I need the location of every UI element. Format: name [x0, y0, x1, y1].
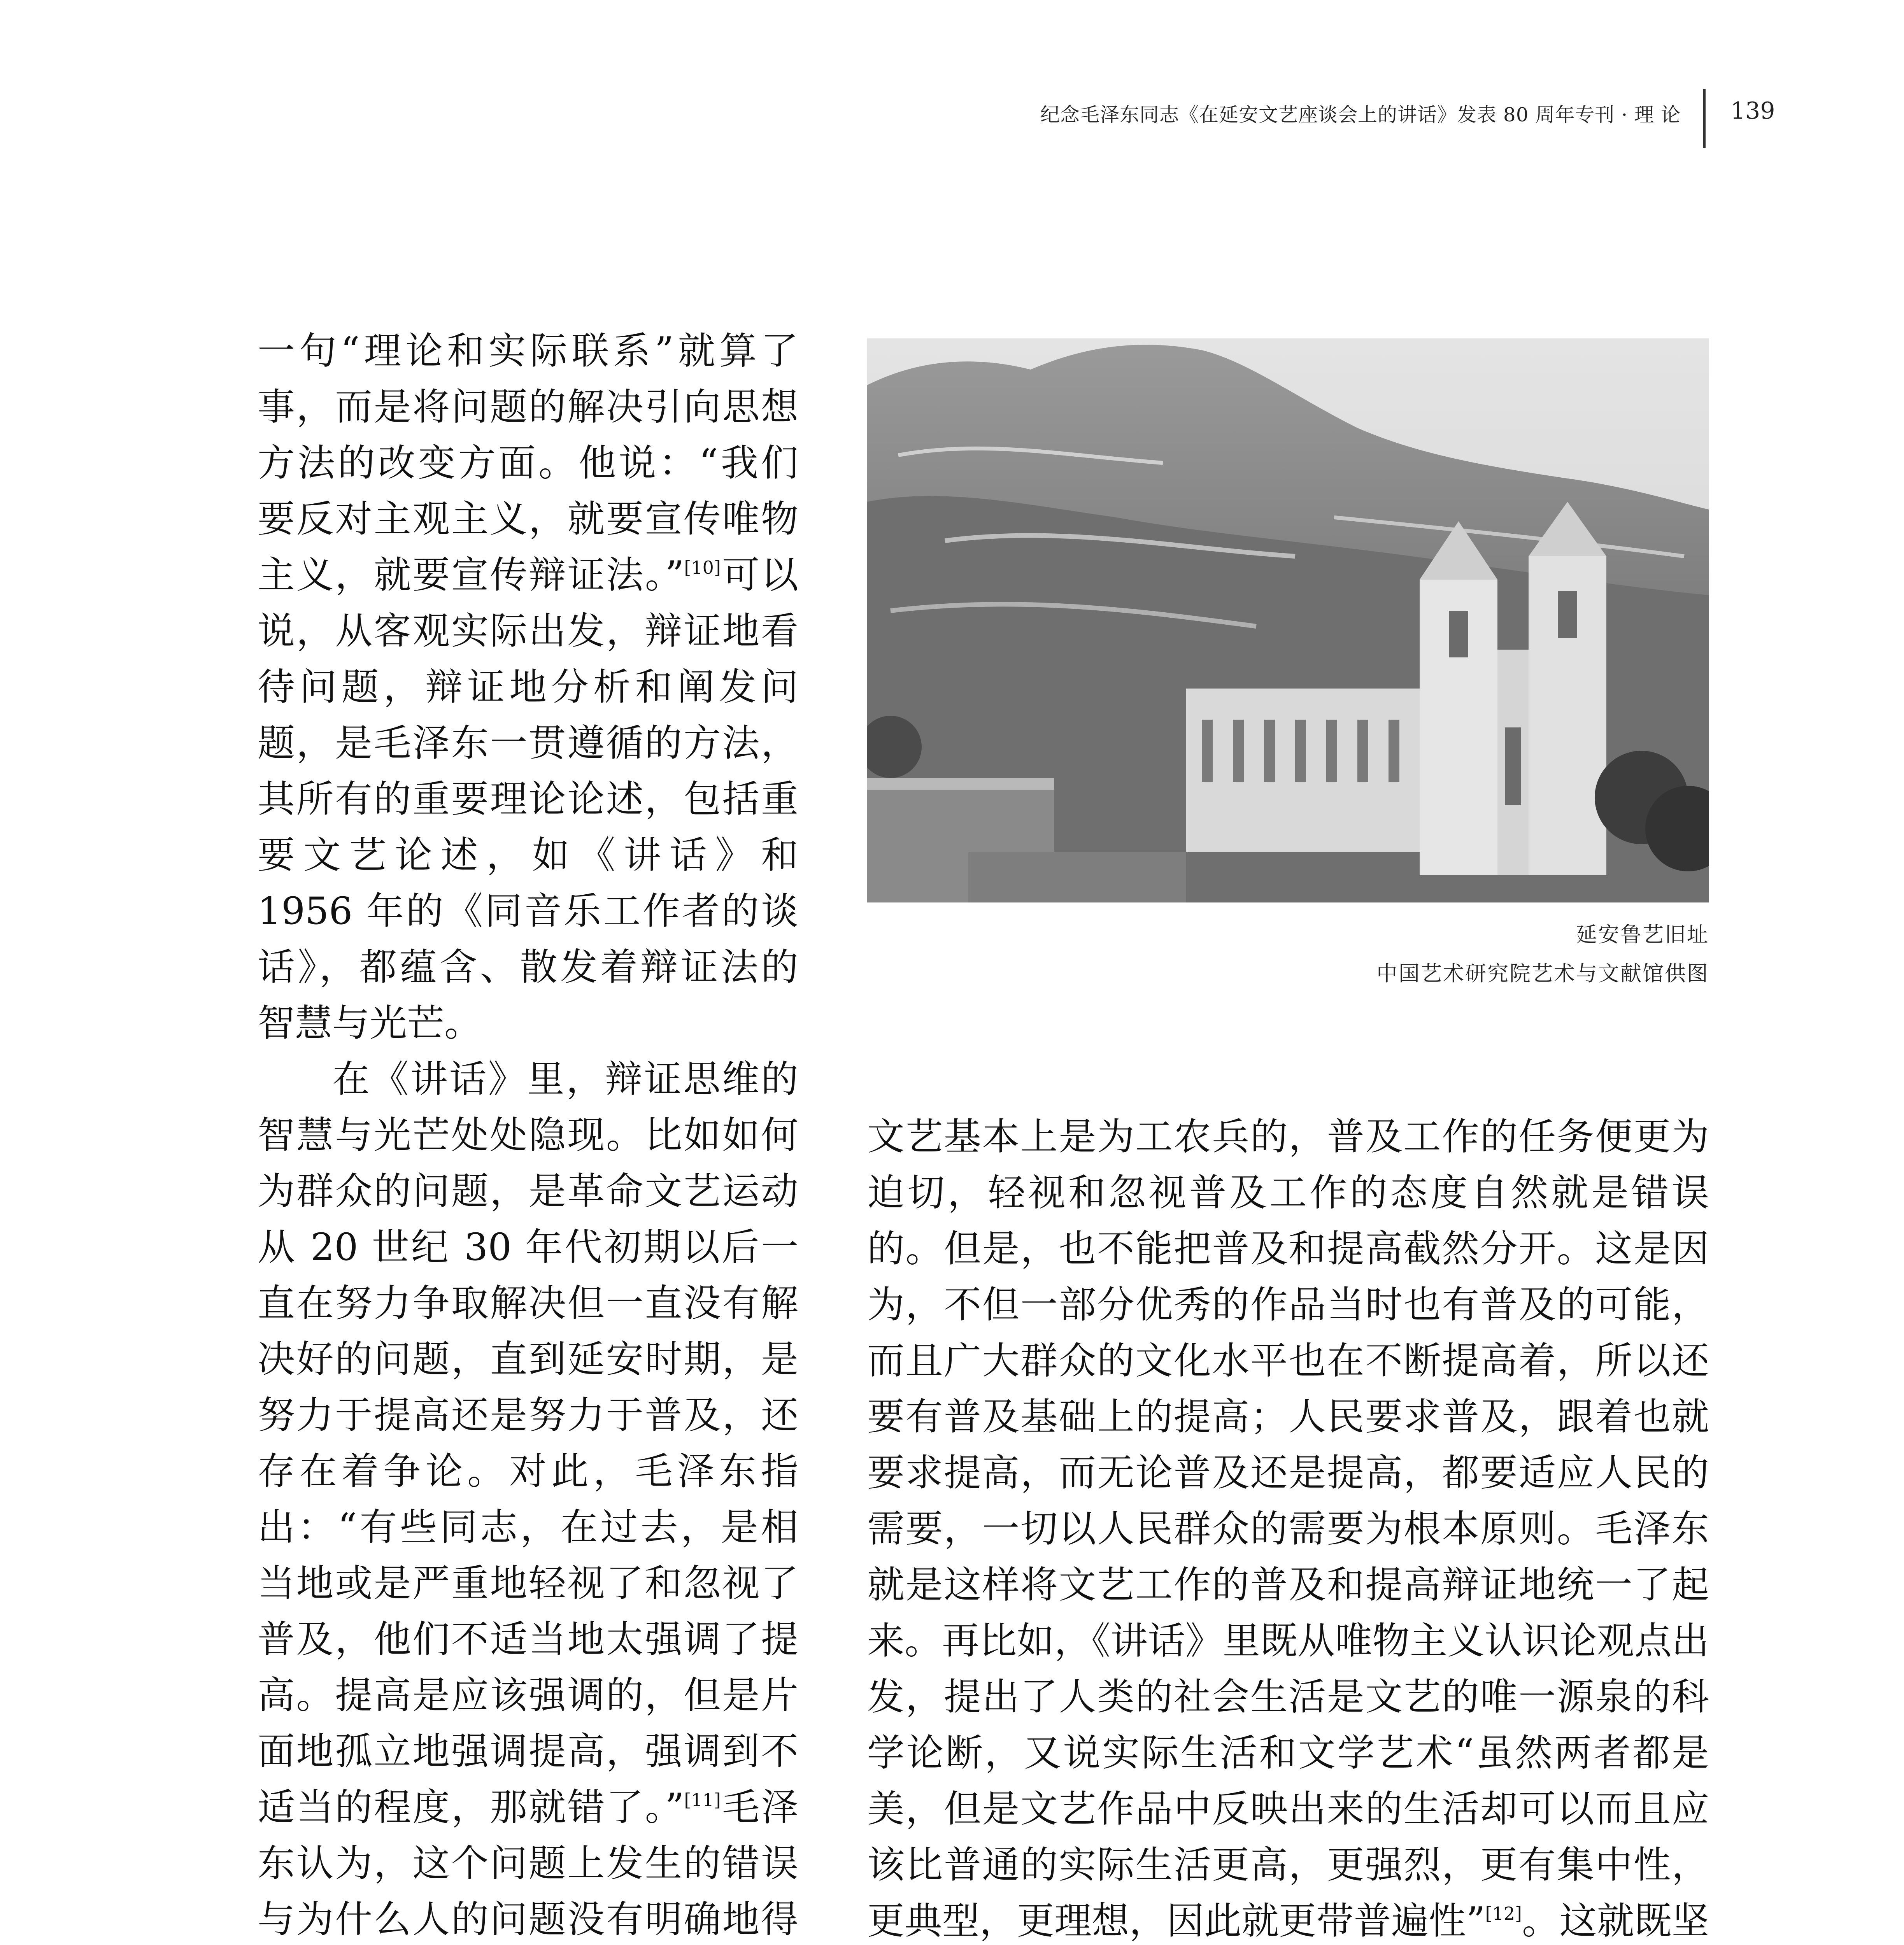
left-paragraph-2: 在《讲话》里，辩证思维的智慧与光芒处处隐现。比如如何为群众的问题，是革命文艺运动从 20 世纪 30 年代初期以后一直在努力争取解决但一直没有解决好的问题，直到延安时期，是努力于提高还是努力于普及，还存在着争论。对此，毛泽东指出：“有些同志，在过去，是相当地或是严重地轻视了和忽视了普及，他们不适当地太强调了提高。提高是应该强调的，但是片面地孤立地强调提高，强调到不适当的程度，那就错了。”[11]毛泽东认为，这个问题上发生的错误与为什么人的问题没有明确地得 [258, 1057, 799, 1941]
yanan-luyi-photo [867, 338, 1709, 902]
citation-ref: [12] [1485, 1903, 1522, 1924]
page-number: 139 [1730, 97, 1775, 124]
photo-caption-title: 延安鲁艺旧址 [1576, 922, 1709, 947]
right-paragraph-1: 文艺基本上是为工农兵的，普及工作的任务便更为迫切，轻视和忽视普及工作的态度自然就是错误的。但是，也不能把普及和提高截然分开。这是因为，不但一部分优秀的作品当时也有普及的可能，而且广大群众的文化水平也在不断提高着，所以还要有普及基础上的提高；人民要求普及，跟着也就要求提高，而无论普及还是提高，都要适应人民的需要，一切以人民群众的需要为根本原则。毛泽东就是这样将文艺工作的普及和提高辩证地统一了起来。再比如，《讲话》里既从唯物主义认识论观点出发，提出了人类的社会生活是文艺的唯一源泉的科学论断，又说实际生活和文学艺术“虽然两者都是美，但是文艺作品中反映出来的生活却可以而且应该比普通的实际生活更高，更强烈，更有集中性，更典型，更理想，因此就更带普遍性”[12]。这就既坚 [867, 1115, 1709, 1943]
photo-illustration [867, 338, 1709, 902]
citation-ref: [11] [684, 1789, 721, 1810]
right-column [867, 1109, 1709, 1945]
photo-caption-credit: 中国艺术研究院艺术与文献馆供图 [1376, 961, 1709, 986]
left-paragraph-1: 一句“理论和实际联系”就算了事，而是将问题的解决引向思想方法的改变方面。他说：“我们要反对主观主义，就要宣传唯物主义，就要宣传辩证法。”[10]可以说，从客观实际出发，辩证地看待问题，辩证地分析和阐发问题，是毛泽东一贯遵循的方法，其所有的重要理论论述，包括重要文艺论述，如《讲话》和 1956 年的《同音乐工作者的谈话》，都蕴含、散发着辩证法的智慧与光芒。 [258, 329, 799, 1045]
running-header: 纪念毛泽东同志《在延安文艺座谈会上的讲话》发表 80 周年专刊 · 理 论 [1040, 103, 1681, 126]
citation-ref: [10] [684, 557, 721, 578]
left-column [258, 323, 798, 1945]
header-divider [1703, 89, 1706, 148]
